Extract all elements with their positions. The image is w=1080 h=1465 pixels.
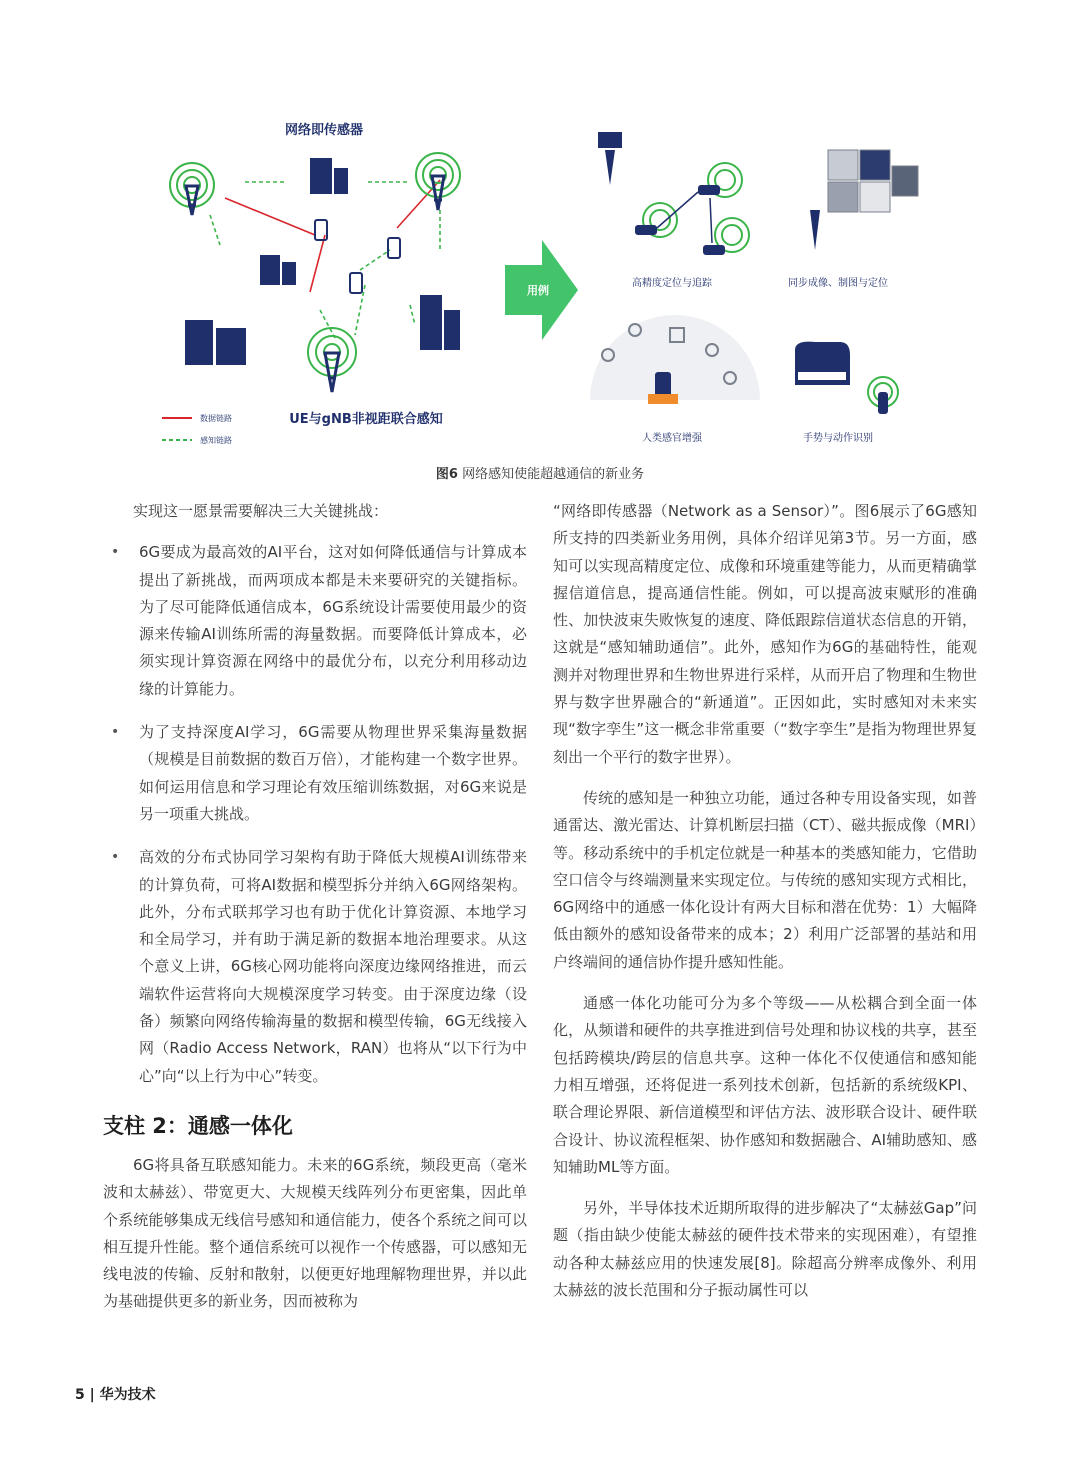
left-panel-bottom-label: UE与gNB非视距联合感知 [289, 412, 443, 427]
bullet-marker: • [111, 849, 120, 866]
human-sense-illustration [590, 315, 760, 404]
body-paragraph: 另外，半导体技术近期所取得的进步解决了“太赫兹Gap”问题（指由缺少使能太赫兹的硬件技术带来的实现困难），有望推动各种太赫兹应用的快速发展[8]。除超高分辨率成像外、利用太赫兹的波长范围和分子振动属性可以 [553, 1199, 977, 1300]
challenge-list [103, 539, 527, 1090]
scenario-label-4: 手势与动作识别 [803, 433, 873, 444]
list-item-text: 6G要成为最高效的AI平台，这对如何降低通信与计算成本提出了新挑战，而两项成本都是未来要研究的关键指标。为了尽可能降低通信成本，6G系统设计需要使用最少的资源来传输AI训练所需的海量数据。而要降低计算成本，必须实现计算资源在网络中的最优分布，以充分利用移动边缘的计算能力。 [139, 543, 527, 698]
figure-caption-number: 图6 [435, 467, 458, 482]
building-icon [260, 255, 296, 285]
right-column [553, 498, 977, 1318]
page-footer [75, 1384, 156, 1404]
figure-caption-text: 网络感知使能超越通信的新业务 [457, 467, 645, 482]
intro-paragraph: 实现这一愿景需要解决三大关键挑战： [133, 502, 389, 520]
imaging-mapping-illustration [810, 150, 918, 250]
scenario-label-3: 人类感官增强 [642, 433, 702, 444]
section-paragraph: 6G将具备互联感知能力。未来的6G系统，频段更高（毫米波和太赫兹）、带宽更大、大规模天线阵列分布更密集，因此单个系统能够集成无线信号感知和通信能力，使各个系统之间可以相互提升性能。整个通信系统可以视作一个传感器，可以感知无线电波的传输、反射和散射，以便更好地理解物理世界，并以此为基础提供更多的新业务，因而被称为 [103, 1155, 527, 1311]
scenario-label-1: 高精度定位与追踪 [632, 278, 712, 289]
list-item-text: 高效的分布式协同学习架构有助于降低大规模AI训练带来的计算负荷，可将AI数据和模型拆分并纳入6G网络架构。此外，分布式联邦学习也有助于优化计算资源、本地学习和全局学习，并有助于满足新的数据本地治理要求。从这个意义上讲，6G核心网功能将向深度边缘网络推进，而云端软件运营将向大规模深度学习转变。由于深度边缘（设备）频繁向网络传输海量的数据和模型传输，6G无线接入网（Radio Access Network，RAN）也将从“以下行为中心”向“以上行为中心”转变。 [139, 848, 527, 1085]
data-links [225, 180, 440, 292]
list-item [103, 719, 527, 828]
arrow-label: 用例 [527, 284, 549, 297]
page-number: 5 [75, 1387, 85, 1403]
list-item-text: 为了支持深度AI学习，6G需要从物理世界采集海量数据（规模是目前数据的数百万倍），才能构建一个数字世界。如何运用信息和学习理论有效压缩训练数据，对6G来说是另一项重大挑战。 [139, 723, 527, 823]
left-panel-title: 网络即传感器 [284, 123, 364, 138]
body-paragraph: “网络即传感器（Network as a Sensor）”。图6展示了6G感知所支持的四类新业务用例，具体介绍详见第3节。另一方面，感知可以实现高精度定位、成像和环境重建等能力，从而更精确掌握信道信息，提高通信性能。例如，可以提高波束赋形的准确性、加快波束失败恢复的速度、降低跟踪信道状态信息的开销，这就是“感知辅助通信”。此外，感知作为6G的基础特性，能观测并对物理世界和生物世界进行采样，从而开启了物理和生物世界与数字世界融合的“新通道”。正因如此，实时感知对未来实现“数字孪生”这一概念非常重要（“数字孪生”是指为物理世界复刻出一个平行的数字世界）。 [553, 502, 977, 766]
tower-icon [308, 328, 356, 392]
figure-6 [150, 110, 930, 460]
figure-illustration [150, 110, 930, 460]
bullet-marker: • [111, 544, 120, 561]
bullet-marker: • [111, 724, 120, 741]
body-paragraph: 传统的感知是一种独立功能，通过各种专用设备实现，如普通雷达、激光雷达、计算机断层扫描（CT）、磁共振成像（MRI）等。移动系统中的手机定位就是一种基本的类感知能力，它借助空口信令与终端测量来实现定位。与传统的感知实现方式相比，6G网络中的通感一体化设计有两大目标和潜在优势：1）大幅降低由额外的感知设备带来的成本；2）利用广泛部署的基站和用户终端间的通信协作提升感知性能。 [553, 788, 977, 971]
publication-name: 华为技术 [99, 1387, 156, 1403]
phone-icon [315, 220, 400, 293]
footer-separator: | [84, 1387, 100, 1403]
positioning-tracking-illustration [598, 132, 749, 255]
list-item [103, 539, 527, 703]
body-paragraph: 通感一体化功能可分为多个等级——从松耦合到全面一体化，从频谱和硬件的共享推进到信号处理和协议栈的共享，甚至包括跨模块/跨层的信息共享。这种一体化不仅使通信和感知能力相互增强，还将促进一系列技术创新，包括新的系统级KPI、联合理论界限、新信道模型和评估方法、波形联合设计、硬件联合设计、协议流程框架、协作感知和数据融合、AI辅助感知、感知辅助ML等方面。 [553, 994, 977, 1176]
legend-sense-link: 感知链路 [200, 436, 232, 445]
arrow-right-icon [505, 240, 578, 340]
figure-caption [0, 463, 1080, 482]
gesture-recognition-illustration [795, 342, 898, 414]
scenario-label-2: 同步成像、制图与定位 [788, 278, 888, 289]
building-icon [420, 295, 460, 350]
building-icon [310, 158, 348, 194]
legend-data-link: 数据链路 [200, 414, 232, 423]
list-item [103, 844, 527, 1090]
building-icon [185, 320, 246, 365]
left-column [103, 498, 527, 1330]
tower-icon [170, 163, 214, 215]
section-heading: 支柱 2：通感一体化 [103, 1113, 293, 1138]
